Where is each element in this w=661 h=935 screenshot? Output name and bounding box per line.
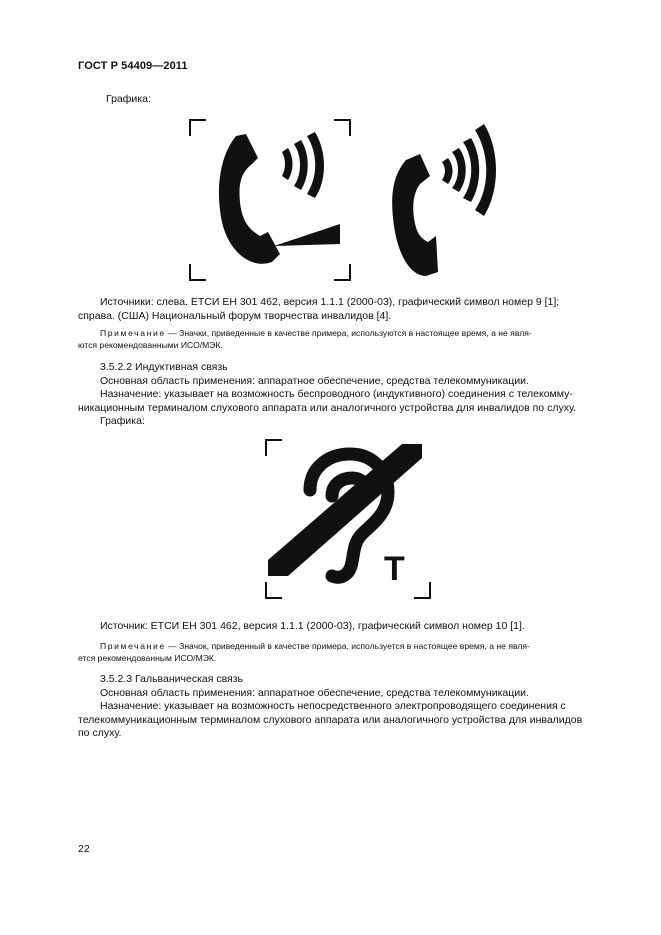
frame-corner-top-left [266,440,282,456]
graphics-label: Графика: [100,415,145,427]
note-2-dash: — [165,641,180,651]
note-2-text-line-2: ется рекомендованным ИСО/МЭК. [78,652,217,663]
volume-wedge-icon [274,224,340,246]
section-heading: 3.5.2.2 Индуктивная связь [100,361,228,373]
source-2-line: Источник: ЕТСИ ЕН 301 462, версия 1.1.1 (2000-03), графический символ номер 10 [1]. [100,620,525,632]
graphics-label: Графика: [106,93,151,105]
section-heading: 3.5.2.3 Гальваническая связь [100,673,244,685]
note-1-label: Примечание [100,328,166,338]
frame-corner-top-right [334,120,350,136]
scope-text: Основная область применения: аппаратное обеспечение, средства телекоммуникации. [100,374,529,387]
telephone-handset-icon-left [219,134,280,264]
purpose-line-1: Назначение: указывает на возможность непосредственного электропроводящего соединения с [100,700,566,712]
note-2-label: Примечание [100,641,166,651]
note-1 [78,328,586,351]
telecoil-letter: T [384,550,405,588]
purpose-line-2: никационным терминалом слухового аппарата или аналогичного устройства для инвалидов по слуху. [78,401,577,414]
wireless-telephone-figure [188,118,498,283]
purpose-line-2: телекоммуникационным терминалом слухового аппарата или аналогичного устройства для инвалидов [78,713,583,726]
note-1-text-line-1: Значки, приведенные в качестве примера, используются в настоящее время, а не явля- [179,328,532,338]
scope-text: Основная область применения: аппаратное обеспечение, средства телекоммуникации. [100,686,529,699]
frame-corner-bottom-right [414,582,430,598]
sources-paragraph [78,296,586,323]
document-header: ГОСТ Р 54409—2011 [78,60,188,72]
frame-corner-bottom-left [266,582,282,598]
note-1-dash: — [165,328,180,338]
page-number: 22 [78,843,90,855]
sound-waves-icon-left [282,132,324,198]
purpose-line-1: Назначение: указывает на возможность беспроводного (индуктивного) соединения с телекомму- [100,388,573,400]
purpose-line-3: по слуху. [78,727,122,739]
note-1-text-line-2: ются рекомендованными ИСО/МЭК. [78,339,223,350]
source-paragraph-2 [78,620,586,634]
frame-corner-bottom-right [334,264,350,280]
sound-waves-icon-right [442,124,496,216]
telephone-handset-icon-right [392,154,438,276]
frame-corner-top-left [190,120,206,136]
sources-line-2: справа. (США) Национальный форум творчества инвалидов [4]. [78,309,392,322]
sources-line-1: Источники: слева. ЕТСИ ЕН 301 462, версия 1.1.1 (2000-03), графический символ номер 9 [1]; [100,296,560,308]
note-2 [78,641,586,664]
section-3-5-2-2 [78,361,586,429]
section-3-5-2-3 [78,673,586,741]
frame-corner-bottom-left [190,264,206,280]
hearing-loop-figure [262,436,434,602]
note-2-text-line-1: Значок, приведенный в качестве примера, используется в настоящее время, а не явля- [179,641,530,651]
